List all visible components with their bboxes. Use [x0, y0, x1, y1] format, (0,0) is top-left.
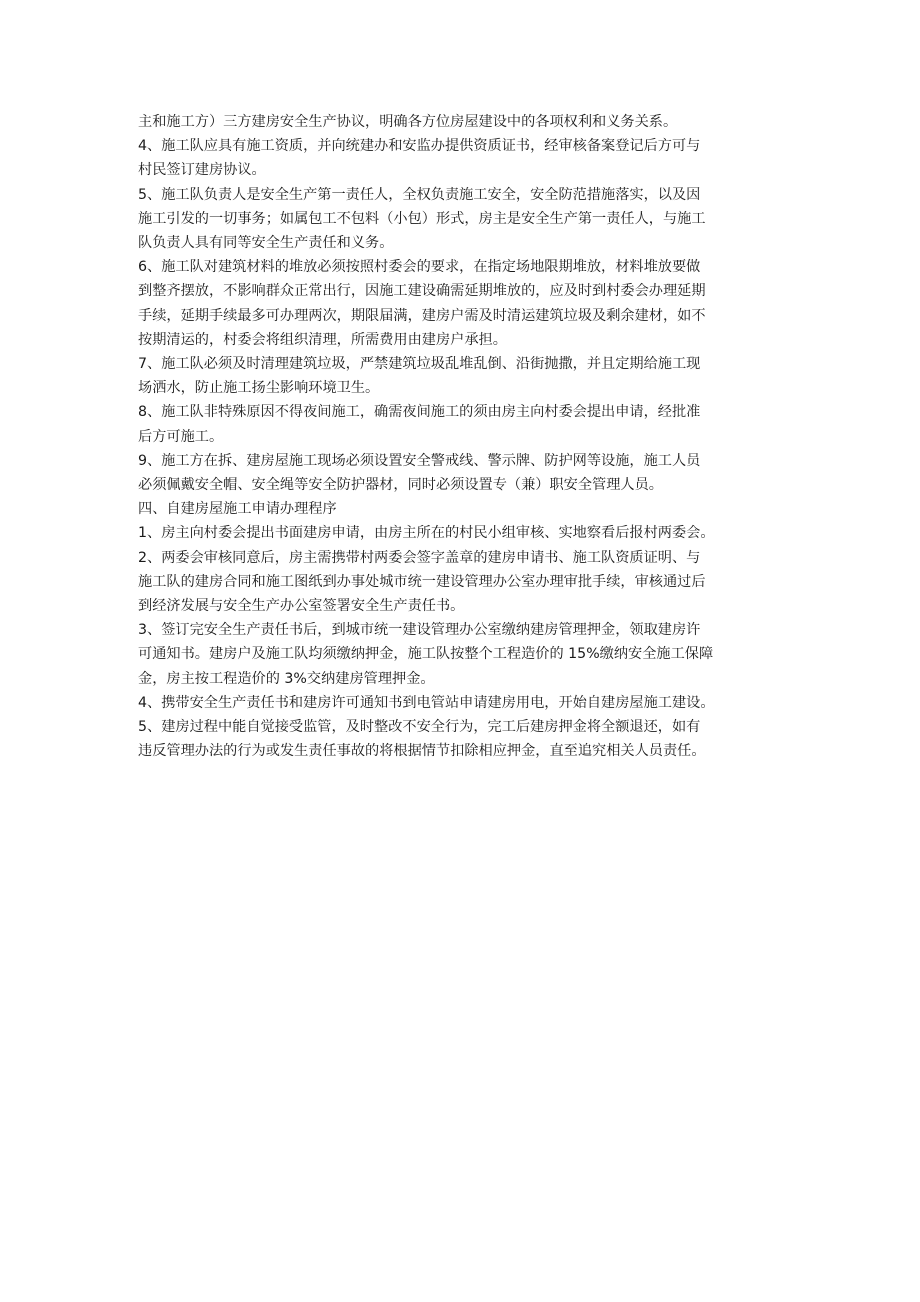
paragraph [138, 134, 798, 182]
paragraph [138, 183, 798, 256]
paragraph [138, 497, 798, 521]
text-line: 违反管理办法的行为或发生责任事故的将根据情节扣除相应押金，直至追究相关人员责任。 [138, 743, 706, 760]
text-line: 4、施工队应具有施工资质，并向统建办和安监办提供资质证书，经审核备案登记后方可与 [138, 138, 701, 155]
paragraph [138, 691, 798, 715]
paragraph [138, 255, 798, 352]
text-line: 7、施工队必须及时清理建筑垃圾，严禁建筑垃圾乱堆乱倒、沿街抛撒，并且定期给施工现 [138, 356, 701, 373]
text-line: 手续，延期手续最多可办理两次，期限届满，建房户需及时清运建筑垃圾及剩余建材，如不 [138, 307, 706, 324]
text-line: 4、携带安全生产责任书和建房许可通知书到电管站申请建房用电，开始自建房屋施工建设。 [138, 694, 715, 711]
text-line: 5、施工队负责人是安全生产第一责任人，全权负责施工安全，安全防范措施落实，以及因 [138, 186, 701, 203]
text-line: 可通知书。建房户及施工队均须缴纳押金，施工队按整个工程造价的 15%缴纳安全施工保障 [138, 646, 714, 663]
text-line: 9、施工方在拆、建房屋施工现场必须设置安全警戒线、警示牌、防护网等设施，施工人员 [138, 452, 701, 469]
text-line: 金，房主按工程造价的 3%交纳建房管理押金。 [138, 670, 435, 687]
text-line: 5、建房过程中能自觉接受监管，及时整改不安全行为，完工后建房押金将全额退还，如有 [138, 719, 701, 736]
text-line: 主和施工方）三方建房安全生产协议，明确各方位房屋建设中的各项权利和义务关系。 [138, 114, 678, 130]
text-line: 3、签订完安全生产责任书后，到城市统一建设管理办公室缴纳建房管理押金，领取建房许 [138, 622, 701, 639]
paragraph [138, 449, 798, 497]
text-line: 6、施工队对建筑材料的堆放必须按照村委会的要求，在指定场地限期堆放，材料堆放要做 [138, 259, 701, 276]
text-line: 到经济发展与安全生产办公室签署安全生产责任书。 [138, 598, 465, 615]
paragraph [138, 521, 798, 545]
text-line: 后方可施工。 [138, 428, 224, 445]
text-line: 到整齐摆放，不影响群众正常出行，因施工建设确需延期堆放的，应及时到村委会办理延期 [138, 283, 706, 300]
text-line: 1、房主向村委会提出书面建房申请，由房主所在的村民小组审核、实地察看后报村两委会。 [138, 525, 715, 542]
text-line: 按期清运的，村委会将组织清理，所需费用由建房户承担。 [138, 331, 507, 348]
paragraph [138, 715, 798, 763]
text-line: 施工引发的一切事务；如属包工不包料（小包）形式，房主是安全生产第一责任人，与施工 [138, 210, 706, 227]
paragraph [138, 400, 798, 448]
document-body [138, 110, 798, 763]
text-line: 必须佩戴安全帽、安全绳等安全防护器材，同时必须设置专（兼）职安全管理人员。 [138, 477, 663, 494]
paragraph [138, 618, 798, 691]
paragraph [138, 546, 798, 619]
text-line: 施工队的建房合同和施工图纸到办事处城市统一建设管理办公室办理审批手续，审核通过后 [138, 573, 706, 590]
text-line: 村民签订建房协议。 [138, 162, 266, 179]
text-line: 场洒水，防止施工扬尘影响环境卫生。 [138, 380, 380, 397]
text-line: 2、两委会审核同意后，房主需携带村两委会签字盖章的建房申请书、施工队资质证明、与 [138, 549, 701, 566]
paragraph [138, 352, 798, 400]
text-line: 队负责人具有同等安全生产责任和义务。 [138, 235, 394, 252]
text-line: 8、施工队非特殊原因不得夜间施工，确需夜间施工的须由房主向村委会提出申请，经批准 [138, 404, 701, 421]
paragraph [138, 110, 798, 134]
text-line: 四、自建房屋施工申请办理程序 [138, 501, 337, 518]
